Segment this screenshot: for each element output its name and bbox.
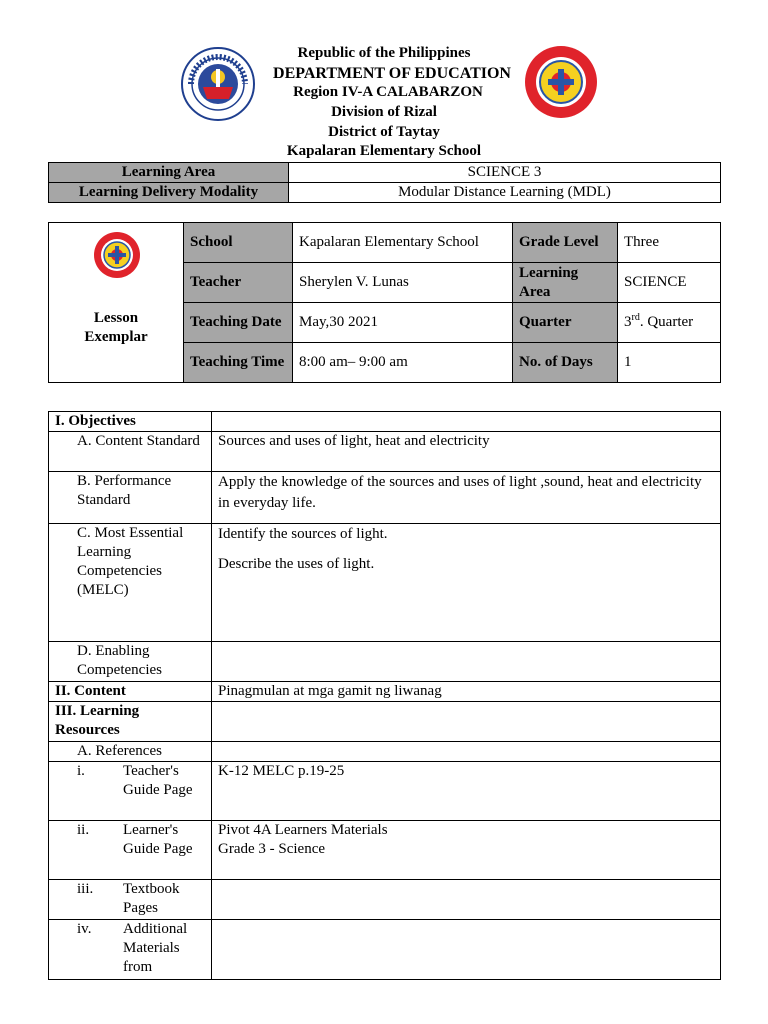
- resources-label: III. Learning Resources: [49, 702, 212, 742]
- header-department: DEPARTMENT OF EDUCATION: [273, 65, 511, 82]
- grade-label: Grade Level: [513, 223, 618, 263]
- header-school-name: Kapalaran Elementary School: [286, 143, 482, 159]
- time-value: 8:00 am– 9:00 am: [293, 343, 513, 383]
- lesson-label: Lesson: [93, 309, 139, 326]
- quarter-label: Quarter: [513, 303, 618, 343]
- objectives-label: I. Objectives: [49, 412, 212, 432]
- textbook-num: iii.: [77, 881, 94, 897]
- teacher-label: Teacher: [184, 263, 293, 303]
- lesson-school-seal: [93, 231, 141, 285]
- melc-item-2: Describe the uses of light.: [218, 556, 375, 572]
- additional-materials-value: [212, 920, 721, 980]
- lesson-exemplar-cell: [49, 223, 184, 383]
- learners-guide-num: ii.: [77, 822, 90, 838]
- learners-guide-line-1: Pivot 4A Learners Materials: [218, 822, 388, 838]
- modality-value: Modular Distance Learning (MDL): [289, 183, 721, 203]
- header-republic: Republic of the Philippines: [297, 45, 471, 61]
- header-region: Region IV-A CALABARZON: [293, 84, 483, 100]
- teacher-value: Sherylen V. Lunas: [293, 263, 513, 303]
- teachers-guide-text: Teacher's Guide Page: [123, 763, 193, 798]
- content-standard-value: Sources and uses of light, heat and electricity: [212, 432, 721, 472]
- enabling-value: [212, 642, 721, 682]
- learners-guide-value: [212, 821, 721, 880]
- modality-label: Learning Delivery Modality: [49, 183, 289, 203]
- learning-area-value: SCIENCE 3: [289, 163, 721, 183]
- content-standard-text: A. Content Standard: [77, 433, 200, 449]
- header-district: District of Taytay: [328, 124, 440, 140]
- learners-guide-line-2: Grade 3 - Science: [218, 841, 326, 857]
- quarter-suffix: rd: [631, 312, 640, 323]
- quarter-number: 3: [624, 314, 632, 330]
- lesson-info-table: [48, 222, 721, 383]
- performance-standard-label: B. Performance Standard: [49, 472, 212, 524]
- time-label: Teaching Time: [184, 343, 293, 383]
- objectives-table: [48, 411, 721, 980]
- melc-value: [212, 524, 721, 642]
- resources-value: [212, 702, 721, 742]
- area-label: Learning Area: [513, 263, 618, 303]
- teachers-guide-label: [49, 762, 212, 821]
- performance-standard-value: Apply the knowledge of the sources and uses of light ,sound, heat and electricity in everyday life.: [212, 472, 721, 524]
- content-value: Pinagmulan at mga gamit ng liwanag: [212, 682, 721, 702]
- date-value: May,30 2021: [293, 303, 513, 343]
- days-value: 1: [618, 343, 721, 383]
- learners-guide-label: [49, 821, 212, 880]
- header-division: Division of Rizal: [331, 104, 437, 120]
- textbook-label: [49, 880, 212, 920]
- textbook-text: Textbook Pages: [123, 881, 180, 916]
- grade-value: Three: [618, 223, 721, 263]
- references-label: A. References: [49, 742, 212, 762]
- teachers-guide-value: K-12 MELC p.19-25: [212, 762, 721, 821]
- teachers-guide-num: i.: [77, 763, 85, 779]
- additional-materials-label: [49, 920, 212, 980]
- exemplar-label: Exemplar: [84, 328, 148, 345]
- learners-guide-text: Learner's Guide Page: [123, 822, 193, 857]
- references-value: [212, 742, 721, 762]
- learning-area-table: [48, 162, 721, 203]
- days-label: No. of Days: [513, 343, 618, 383]
- enabling-label: D. Enabling Competencies: [49, 642, 212, 682]
- learning-area-label: Learning Area: [49, 163, 289, 183]
- date-label: Teaching Date: [184, 303, 293, 343]
- additional-materials-text: Additional Materials from: [123, 921, 188, 975]
- school-label: School: [184, 223, 293, 263]
- school-value: Kapalaran Elementary School: [293, 223, 513, 263]
- quarter-text: . Quarter: [639, 314, 694, 330]
- quarter-value: [618, 303, 721, 343]
- content-label: II. Content: [49, 682, 212, 702]
- melc-item-1: Identify the sources of light.: [218, 526, 388, 542]
- content-standard-label: [49, 432, 212, 472]
- additional-materials-num: iv.: [77, 921, 92, 937]
- area-value: SCIENCE: [618, 263, 721, 303]
- textbook-value: [212, 880, 721, 920]
- melc-label: C. Most Essential Learning Competencies (MELC): [49, 524, 212, 642]
- objectives-value: [212, 412, 721, 432]
